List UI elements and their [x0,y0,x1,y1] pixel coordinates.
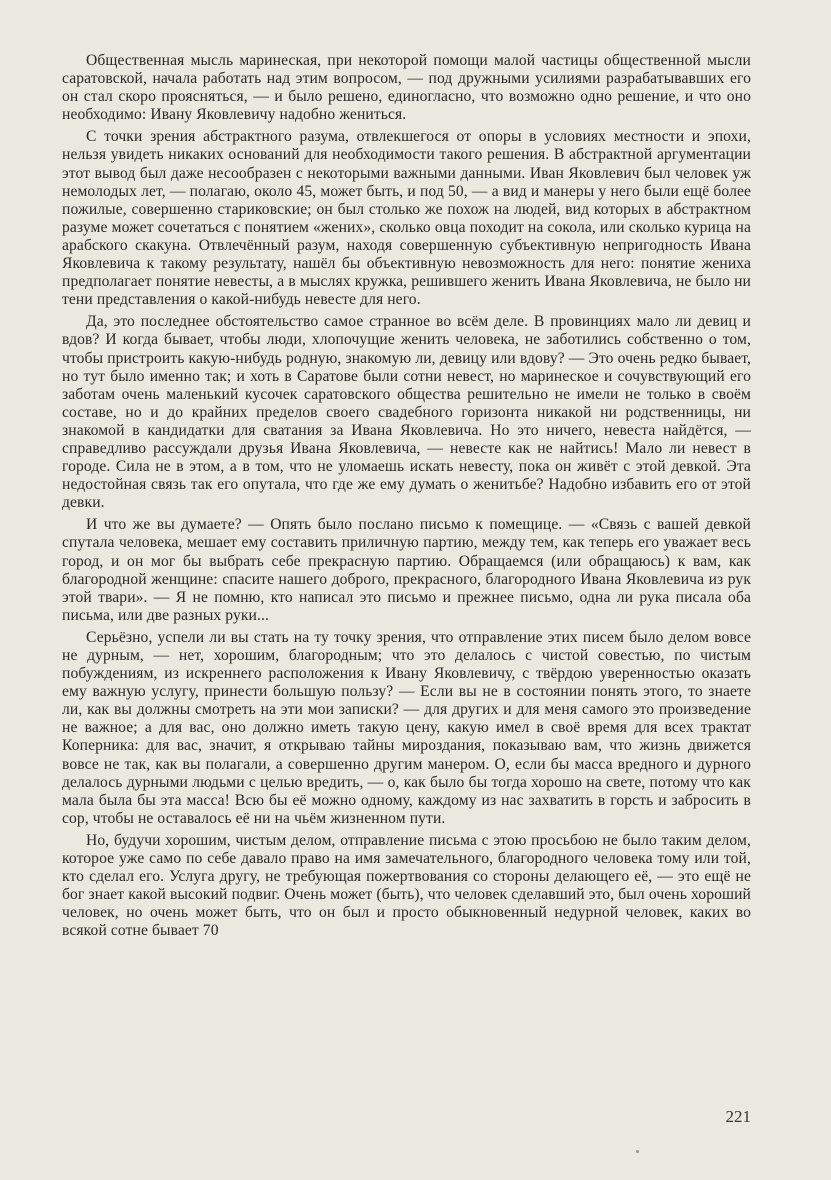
paragraph-2: С точки зрения абстрактного разума, отвлекшегося от опоры в условиях местности и эпохи, нельзя увидеть никаких оснований для необходимости такого решения. В абстрактной аргументации этот вывод был даже несообразен с некоторыми важными данными. Иван Яковлевич был человек уж немолодых лет, — полагаю, около 45, может быть, и под 50, — а вид и манеры у него были ещё более пожилые, совершенно стариковские; он был столько же похож на людей, вид которых в абстрактном разуме может сочетаться с понятием «жених», сколько овца походит на сокола, или сколько курица на арабского скакуна. Отвлечённый разум, находя совершенную субъективную непригодность Ивана Яковлевича к такому результату, нашёл бы объективную невозможность для него: понятие жениха предполагает понятие невесты, а в мыслях кружка, решившего женить Ивана Яковлевича, не было ни тени представления о какой-нибудь невесте для него. [62,128,751,309]
paragraph-3: Да, это последнее обстоятельство самое странное во всём деле. В провинциях мало ли девиц и вдов? И когда бывает, чтобы люди, хлопочущие женить человека, не заботились собственно о том, чтобы пристроить какую-нибудь родную, знакомую ли, девицу или вдову? — Это очень редко бывает, но тут было именно так; и хоть в Саратове были сотни невест, но маринеское и сочувствующий его заботам очень маленький кусочек саратовского общества решительно не имели не только в своём составе, но и до крайних пределов своего свадебного горизонта никакой ни родственницы, ни знакомой в кандидатки для сватания за Ивана Яковлевича. Но это ничего, невеста найдётся, — справедливо рассуждали друзья Ивана Яковлевича, — невесте как не найтись! Мало ли невест в городе. Сила не в этом, а в том, что не уломаешь искать невесту, пока он живёт с этой девкой. Эта недостойная связь так его опутала, что где же ему думать о женитьбе? Надобно избавить его от этой девки. [62,313,751,512]
paragraph-4: И что же вы думаете? — Опять было послано письмо к помещице. — «Связь с вашей девкой спутала человека, мешает ему составить приличную партию, между тем, как теперь его уважает весь город, и он мог бы выбрать себе прекрасную партию. Обращаемся (или обращаюсь) к вам, как благородной женщине: спасите нашего доброго, прекрасного, благородного Ивана Яковлевича из рук этой твари». — Я не помню, кто написал это письмо и прежнее письмо, одна ли рука писала оба письма, или две разных руки... [62,516,751,624]
page-text [62,52,751,941]
page-number: 221 [725,1107,751,1126]
paragraph-6: Но, будучи хорошим, чистым делом, отправление письма с этою просьбою не было таким делом, которое уже само по себе давало право на имя замечательного, благородного человека тому или той, кто сделал его. Услуга другу, не требующая пожертвования со стороны делающего её, — это ещё не бог знает какой высокий подвиг. Очень может (быть), что человек сделавший это, был очень хороший человек, но очень может быть, что он был и просто обыкновенный недурной человек, каких во всякой сотне бывает 70 [62,831,751,940]
paragraph-5: Серьёзно, успели ли вы стать на ту точку зрения, что отправление этих писем было делом вовсе не дурным, — нет, хорошим, благородным; что это делалось с чистой совестью, по чистым побуждениям, из искреннего расположения к Ивану Яковлевичу, с твёрдою уверенностью оказать ему важную услугу, принести большую пользу? — Если вы не в состоянии понять этого, то знаете ли, как вы должны смотреть на эти мои записки? — для других и для меня самого это произведение не важное; а для вас, оно должно иметь такую цену, какую имел в своё время для всех трактат Коперника: для вас, значит, я открываю тайны мироздания, показываю вам, что жизнь движется вовсе не так, как вы полагали, а совершенно другим манером. О, если бы масса вредного и дурного делалось дурными людьми с целью вредить, — о, как было бы тогда хорошо на свете, потому что как мала была бы эта масса! Всю бы её можно одному, каждому из нас захватить в горсть и забросить в сор, чтобы не оставалось её ни на чьём жизненном пути. [62,628,751,827]
paragraph-1: Общественная мысль маринеская, при некоторой помощи малой частицы общественной мысли саратовской, начала работать над этим вопросом, — под дружными усилиями разрабатывавших его он стал скоро проясняться, — и было решено, единогласно, что возможно одно решение, и что оно необходимо: Ивану Яковлевичу надобно жениться. [62,52,751,124]
paper-speck [636,1150,639,1153]
